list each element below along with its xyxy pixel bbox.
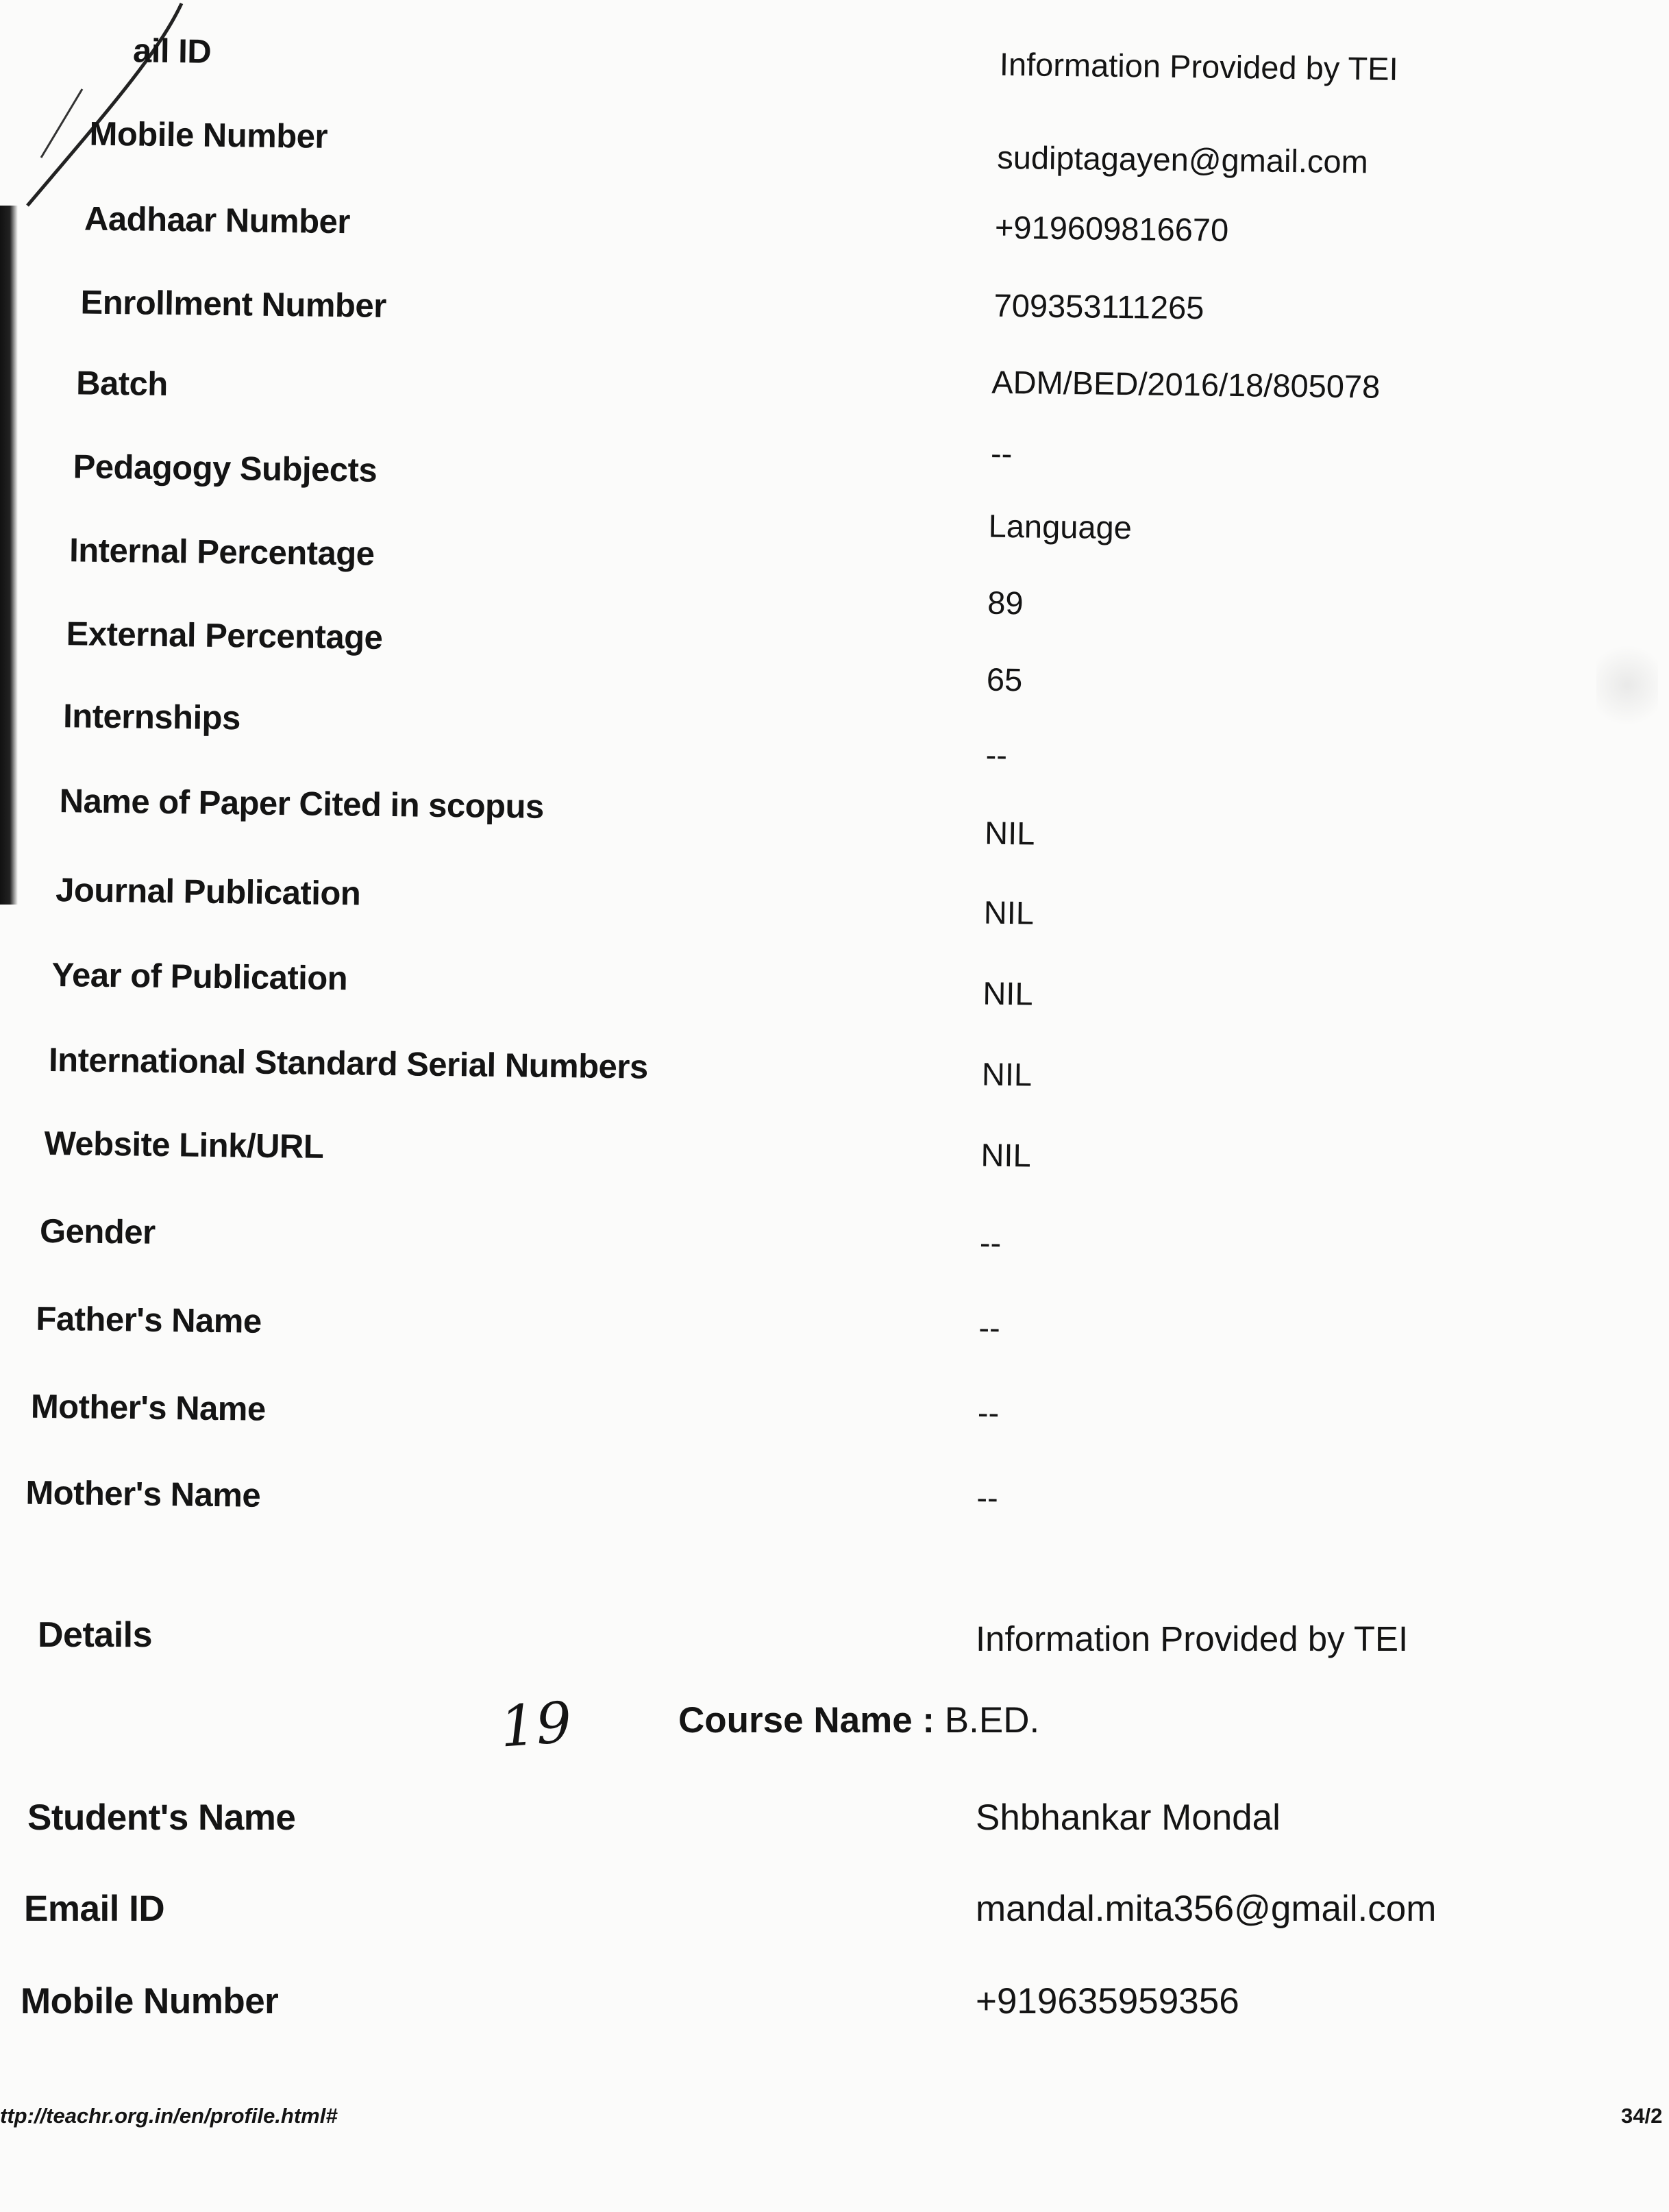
field-label: Enrollment Number	[80, 284, 387, 325]
mobile-label: Mobile Number	[21, 1981, 279, 2021]
field-value: 65	[986, 661, 1023, 698]
field-value: --	[979, 1224, 1002, 1261]
course-name	[678, 1699, 1039, 1741]
field-label: External Percentage	[66, 615, 383, 656]
field-label: Internships	[62, 698, 241, 737]
email-value: mandal.mita356@gmail.com	[976, 1889, 1437, 1929]
field-value: ADM/BED/2016/18/805078	[991, 363, 1381, 405]
field-value: NIL	[981, 1055, 1033, 1093]
field-label: Mother's Name	[30, 1388, 267, 1428]
email-label: Email ID	[24, 1889, 165, 1929]
field-value: NIL	[982, 974, 1033, 1012]
field-value: --	[985, 736, 1008, 774]
field-value: --	[990, 434, 1013, 472]
field-value: --	[977, 1394, 1000, 1431]
field-label: Pedagogy Subjects	[73, 448, 378, 489]
handwritten-page-number: 19	[497, 1690, 574, 1760]
student-name-label: Student's Name	[27, 1797, 296, 1838]
details-header: Details	[38, 1615, 153, 1655]
field-label: Mother's Name	[25, 1474, 261, 1514]
table-row	[0, 1299, 1653, 1395]
table-row	[0, 870, 1658, 966]
field-value: Language	[988, 507, 1133, 546]
table-row	[0, 1473, 1651, 1569]
table-row	[0, 1124, 1655, 1220]
table-row	[0, 781, 1659, 877]
field-value: +919609816670	[994, 208, 1229, 248]
field-value: NIL	[980, 1136, 1031, 1174]
field-value: NIL	[984, 814, 1035, 852]
field-label: Internal Percentage	[69, 532, 375, 573]
course-value: B.ED.	[944, 1700, 1040, 1741]
field-label: Name of Paper Cited in scopus	[59, 783, 545, 826]
table-row	[0, 696, 1660, 792]
footer-url: ttp://teachr.org.in/en/profile.html#	[0, 2104, 338, 2128]
student-name-value: Shbhankar Mondal	[976, 1797, 1281, 1838]
mobile-value: +919635959356	[976, 1981, 1239, 2021]
table-row	[0, 447, 1664, 546]
field-value: 709353111265	[993, 286, 1204, 326]
info-provided-header: Information Provided by TEI	[976, 1619, 1409, 1658]
table-row	[0, 530, 1662, 626]
field-label: International Standard Serial Numbers	[48, 1041, 648, 1086]
field-label: ail ID	[132, 32, 212, 71]
field-label: Gender	[39, 1212, 156, 1251]
footer-page-number: 34/2	[1621, 2104, 1663, 2128]
field-value: NIL	[983, 894, 1035, 931]
table-row	[0, 1212, 1654, 1307]
field-value: --	[978, 1309, 1001, 1346]
field-label: Mobile Number	[89, 115, 328, 156]
table-row	[0, 1387, 1652, 1483]
field-label: Aadhaar Number	[84, 200, 351, 241]
field-label: Website Link/URL	[44, 1125, 324, 1166]
field-label: Year of Publication	[51, 957, 348, 998]
field-label: Father's Name	[36, 1300, 262, 1340]
field-value: sudiptagayen@gmail.com	[996, 138, 1369, 180]
table-row	[0, 1040, 1656, 1136]
field-label: Journal Publication	[55, 872, 361, 913]
top-header-right: Information Provided by TEI	[999, 45, 1398, 87]
table-row	[0, 614, 1661, 710]
table-row	[0, 955, 1657, 1051]
field-value: --	[976, 1479, 999, 1516]
field-value: 89	[987, 584, 1024, 622]
field-label: Batch	[75, 365, 169, 404]
course-label: Course Name :	[678, 1700, 935, 1741]
